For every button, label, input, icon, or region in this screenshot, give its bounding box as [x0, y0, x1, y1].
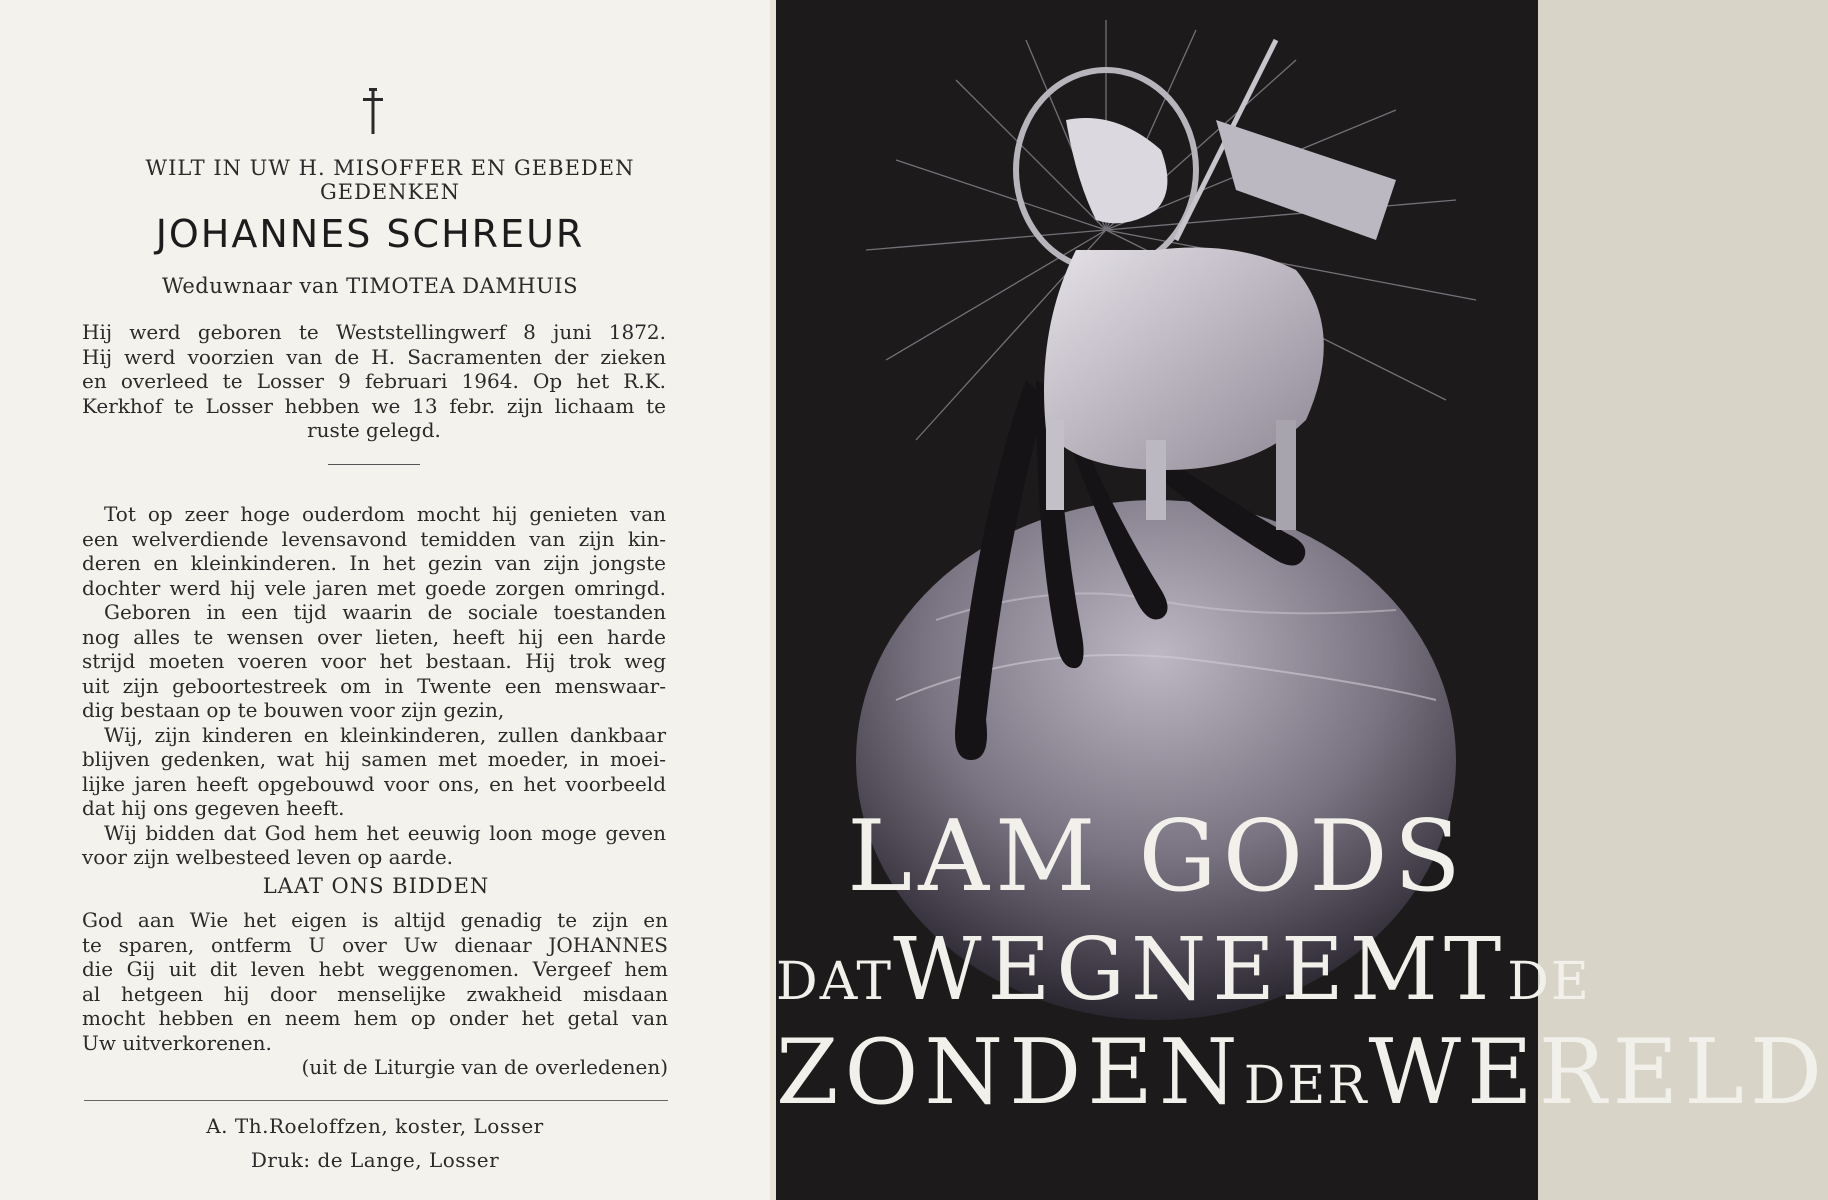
text-line: te sparen, ontferm U over Uw dienaar JOHANNES	[82, 932, 668, 957]
lettering-small: DER	[1243, 1056, 1369, 1116]
memorial-text-card	[0, 0, 770, 1200]
cross-icon	[358, 88, 388, 134]
text-line: Tot op zeer hoge ouderdom mocht hij genieten van	[104, 502, 666, 526]
divider	[84, 1100, 668, 1101]
lettering-small: DE	[1507, 952, 1591, 1012]
text-line: Hij werd geboren te Weststellingwerf 8 juni 1872.	[82, 320, 666, 344]
text-line: strijd moeten voeren voor het bestaan. Hij trok weg	[82, 649, 666, 673]
footer-sexton: A. Th.Roeloffzen, koster, Losser	[206, 1114, 544, 1138]
text-line: al hetgeen hij door menselijke zwakheid misdaan	[82, 981, 668, 1006]
text-line: Uw uitverkorenen.	[82, 1030, 272, 1055]
text-line: die Gij uit dit leven hebt weggenomen. Vergeef hem	[82, 957, 668, 981]
text-line: uit zijn geboortestreek om in Twente een menswaar-	[82, 673, 666, 698]
devotional-image-card	[776, 0, 1828, 1200]
text-line: dig bestaan op te bouwen voor zijn gezin,	[82, 698, 505, 722]
lettering-text: WEGNEEMT	[893, 920, 1508, 1020]
text-line: ruste gelegd.	[307, 418, 441, 442]
text-line: een welverdiende levensavond temidden van zijn kin-	[82, 526, 666, 551]
lettering-line-2	[776, 920, 1591, 1020]
header-line-1: WILT IN UW H. MISOFFER EN GEBEDEN	[145, 156, 635, 180]
text-line: Wij bidden dat God hem het eeuwig loon moge geven	[104, 820, 666, 845]
lettering-text: ZONDEN	[776, 1020, 1244, 1125]
bio-paragraph	[82, 320, 666, 443]
divider	[328, 464, 420, 465]
prayer-title: LAAT ONS BIDDEN	[262, 874, 490, 898]
text-line: deren en kleinkinderen. In het gezin van zijn jongste	[82, 551, 666, 575]
header-line-2: GEDENKEN	[319, 180, 461, 204]
text-line: mocht hebben en neem hem op onder het getal van	[82, 1006, 668, 1030]
text-line: lijke jaren heeft opgebouwd voor ons, en het voorbeeld	[82, 771, 666, 796]
prayer-paragraph	[82, 908, 668, 1080]
text-line: Geboren in een tijd waarin de sociale toestanden	[104, 600, 666, 624]
lettering-text: WERELD	[1368, 1020, 1828, 1125]
memorial-paragraph	[82, 502, 666, 870]
source-note: (uit de Liturgie van de overledenen)	[301, 1055, 668, 1079]
text-line: nog alles te wensen over lieten, heeft hij een harde	[82, 624, 666, 649]
text-line: voor zijn welbesteed leven op aarde.	[82, 845, 454, 869]
footer-printer: Druk: de Lange, Losser	[250, 1148, 500, 1172]
lettering-line-1	[776, 800, 1538, 914]
text-line: Wij, zijn kinderen en kleinkinderen, zullen dankbaar	[104, 722, 666, 747]
text-line: dat hij ons gegeven heeft.	[82, 796, 345, 820]
text-line: Hij werd voorzien van de H. Sacramenten der zieken	[82, 344, 666, 369]
widower-of: Weduwnaar van TIMOTEA DAMHUIS	[161, 274, 578, 298]
text-line: en overleed te Losser 9 februari 1964. Op het R.K.	[82, 369, 666, 393]
lettering-small: DAT	[776, 952, 894, 1012]
text-line: blijven gedenken, wat hij samen met moeder, in moei-	[82, 747, 666, 771]
text-line: dochter werd hij vele jaren met goede zorgen omringd.	[82, 575, 666, 600]
deceased-name: JOHANNES SCHREUR	[155, 212, 585, 256]
lettering-text: LAM GODS	[847, 800, 1467, 914]
lamb-head-icon	[1066, 118, 1167, 223]
text-line: God aan Wie het eigen is altijd genadig te zijn en	[82, 908, 668, 932]
text-line: Kerkhof te Losser hebben we 13 febr. zijn lichaam te	[82, 393, 666, 418]
lettering-line-3	[776, 1020, 1828, 1125]
banner-flag-icon	[1216, 120, 1396, 240]
